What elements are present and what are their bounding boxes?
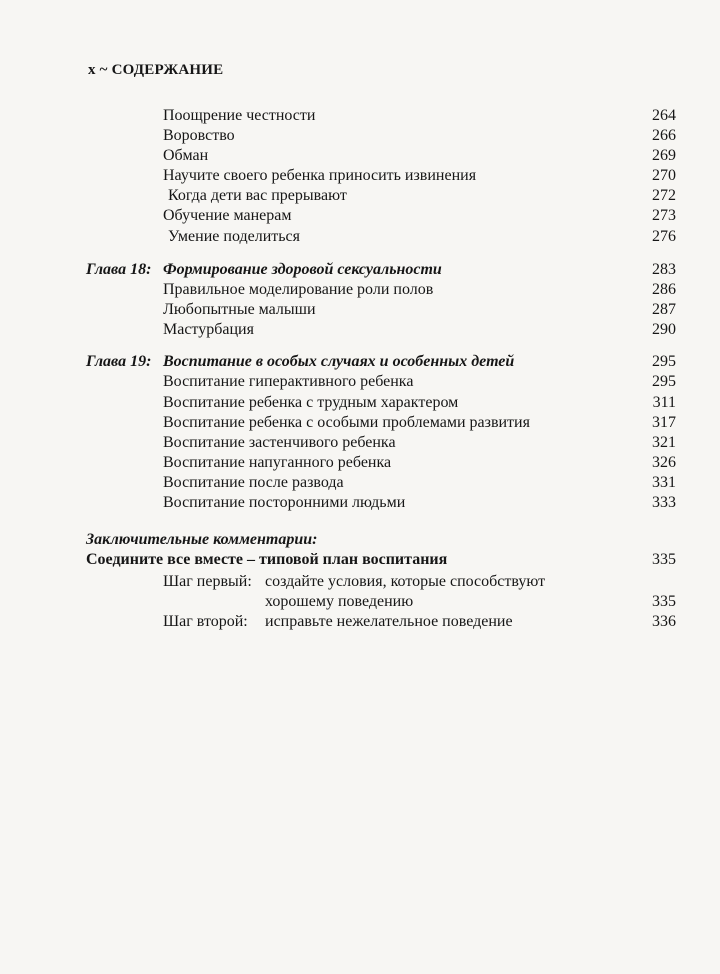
step-1-text-line-1: создайте условия, которые способствуют [265,573,546,590]
toc-entry-page: 286 [652,281,676,298]
toc-entry-label: Умение поделиться [168,228,301,245]
toc-entry-label: Воспитание ребенка с особыми проблемами развития [163,414,530,431]
chapter-19-title: Воспитание в особых случаях и особенных детей [163,353,515,370]
toc-entry-label: Обучение манерам [163,207,292,224]
toc-entry-page: 272 [652,187,676,204]
chapter-18-title: Формирование здоровой сексуальности [163,261,442,278]
conclusion-title: Соедините все вместе – типовой план воспитания [86,551,448,568]
step-2-text: исправьте нежелательное поведение [265,613,513,630]
toc-entry-page: 273 [652,207,676,224]
toc-entry-page: 264 [652,107,676,124]
toc-entry-label: Воспитание гиперактивного ребенка [163,373,414,390]
toc-entry-page: 331 [652,474,676,491]
toc-entry-label: Обман [163,147,209,164]
toc-entry-page: 269 [652,147,676,164]
toc-entry-label: Воровство [163,127,235,144]
toc-entry-page: 266 [652,127,676,144]
toc-entry-label: Поощрение честности [163,107,316,124]
toc-entry-page: 270 [652,167,676,184]
toc-entry-label: Воспитание ребенка с трудным характером [163,394,459,411]
toc-entry-label: Мастурбация [163,321,254,338]
chapter-18-label: Глава 18: [86,261,152,278]
chapter-19-page: 295 [652,353,676,370]
toc-entry-label: Воспитание посторонними людьми [163,494,406,511]
conclusion-heading: Заключительные комментарии: [86,531,318,548]
toc-entry-page: 290 [652,321,676,338]
chapter-18-page: 283 [652,261,676,278]
toc-entry-label: Воспитание напуганного ребенка [163,454,392,471]
toc-entry-label: Когда дети вас прерывают [168,187,347,204]
toc-entry-page: 326 [652,454,676,471]
toc-entry-page: 333 [652,494,676,511]
toc-entry-label: Научите своего ребенка приносить извинения [163,167,477,184]
toc-entry-page: 321 [652,434,676,451]
toc-entry-page: 295 [652,373,676,390]
toc-entry-page: 317 [652,414,676,431]
step-1-page: 335 [652,593,676,610]
step-2-page: 336 [652,613,676,630]
step-1-label: Шаг первый: [163,573,252,590]
toc-entry-page: 276 [652,228,676,245]
chapter-19-label: Глава 19: [86,353,152,370]
conclusion-page: 335 [652,551,676,568]
step-1-text-line-2: хорошему поведению [265,593,414,610]
toc-entry-page: 287 [652,301,676,318]
toc-entry-label: Правильное моделирование роли полов [163,281,434,298]
toc-entry-page: 311 [652,394,676,411]
running-header: x ~ СОДЕРЖАНИЕ [88,62,224,78]
step-2-label: Шаг второй: [163,613,248,630]
toc-entry-label: Воспитание застенчивого ребенка [163,434,396,451]
toc-entry-label: Любопытные малыши [163,301,316,318]
toc-entry-label: Воспитание после развода [163,474,344,491]
